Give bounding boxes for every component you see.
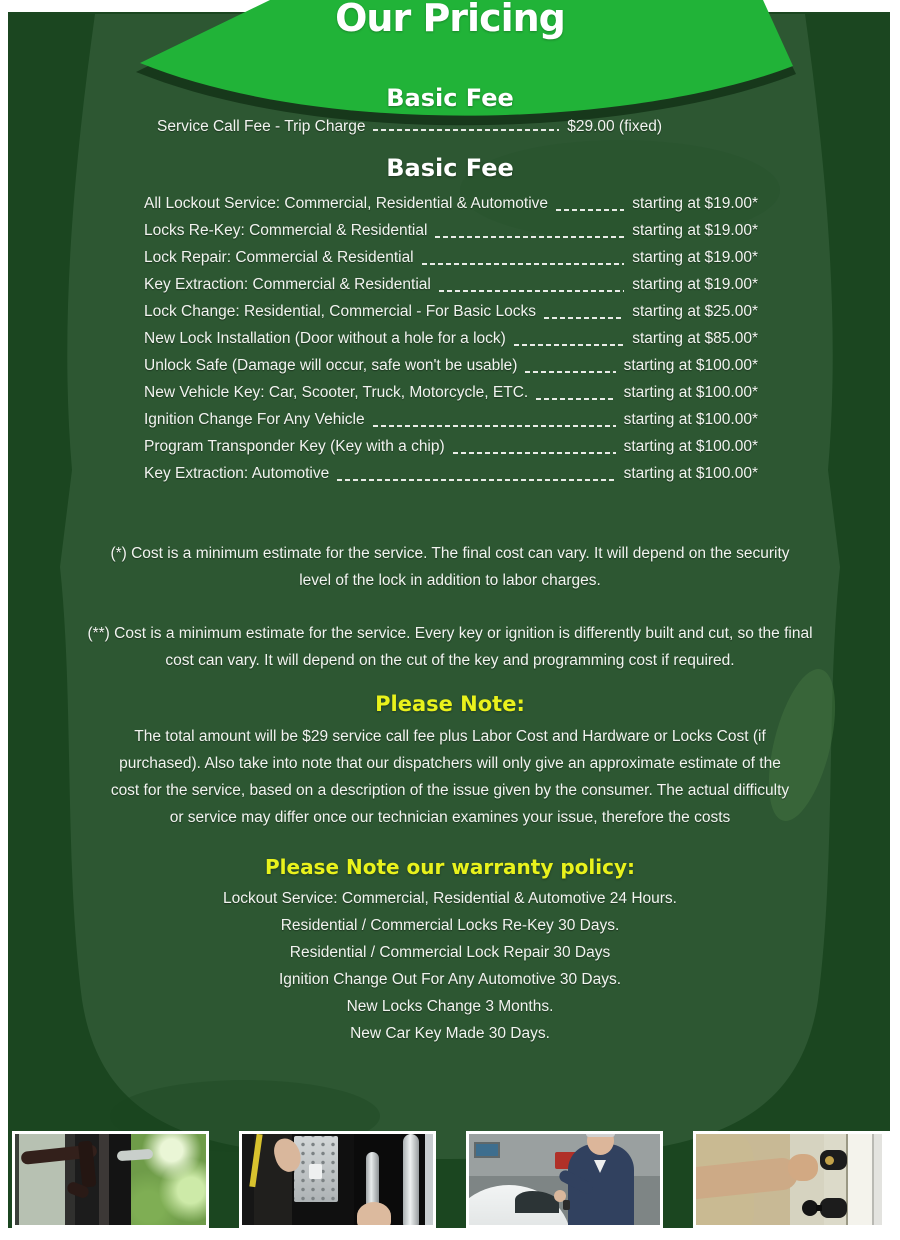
service-price: starting at $100.00* — [623, 411, 758, 428]
service-call-fee-row — [157, 118, 662, 136]
service-label: Key Extraction: Automotive — [144, 465, 330, 482]
door-frame-shape — [872, 1134, 882, 1225]
warranty-policy-heading: Please Note our warranty policy: — [264, 855, 636, 879]
service-price: starting at $19.00* — [632, 276, 758, 293]
door-edge-shape — [425, 1134, 433, 1225]
price-row — [144, 244, 758, 271]
dash-leader — [544, 317, 624, 319]
keypad-panel-shape — [294, 1136, 338, 1202]
service-label: All Lockout Service: Commercial, Residential & Automotive — [144, 195, 549, 212]
dash-leader — [439, 290, 624, 292]
dash-leader — [337, 479, 615, 481]
price-row — [144, 460, 758, 487]
service-label: Lock Change: Residential, Commercial - For Basic Locks — [144, 303, 536, 320]
price-row — [144, 433, 758, 460]
service-call-price: $29.00 (fixed) — [567, 118, 662, 135]
warranty-item: Lockout Service: Commercial, Residential & Automotive 24 Hours. — [222, 890, 677, 907]
price-row — [144, 406, 758, 433]
warranty-item: New Car Key Made 30 Days. — [350, 1025, 550, 1042]
chrome-lever-shape — [117, 1149, 154, 1161]
service-price: starting at $85.00* — [632, 330, 758, 347]
service-label: Lock Repair: Commercial & Residential — [144, 249, 414, 266]
dash-leader — [373, 129, 559, 131]
service-price: starting at $100.00* — [623, 384, 758, 401]
please-note-heading: Please Note: — [375, 692, 525, 716]
service-price: starting at $100.00* — [623, 357, 758, 374]
warranty-item: Residential / Commercial Lock Repair 30 Days — [289, 944, 611, 961]
deadbolt-lock-shape — [820, 1150, 847, 1170]
warranty-item: New Locks Change 3 Months. — [346, 998, 554, 1015]
service-price: starting at $19.00* — [632, 195, 758, 212]
yellow-strap-shape — [249, 1134, 262, 1187]
keypad-entry-photo — [239, 1131, 436, 1228]
price-row — [144, 298, 758, 325]
basic-fee-heading-1: Basic Fee — [386, 84, 514, 112]
service-price: starting at $100.00* — [623, 465, 758, 482]
service-label: Key Extraction: Commercial & Residential — [144, 276, 431, 293]
dash-leader — [422, 263, 625, 265]
warranty-item: Residential / Commercial Locks Re-Key 30 Days. — [280, 917, 620, 934]
mechanic-with-keys-photo — [466, 1131, 663, 1228]
price-row — [144, 325, 758, 352]
locksmith-door-photo — [693, 1131, 890, 1228]
service-price: starting at $100.00* — [623, 438, 758, 455]
service-label: Ignition Change For Any Vehicle — [144, 411, 365, 428]
dash-leader — [453, 452, 616, 454]
service-label: Program Transponder Key (Key with a chip) — [144, 438, 445, 455]
chrome-handle-shape — [403, 1134, 419, 1228]
price-row — [144, 379, 758, 406]
dash-leader — [536, 398, 615, 400]
dash-leader — [525, 371, 615, 373]
warranty-item: Ignition Change Out For Any Automotive 30 Days. — [278, 971, 622, 988]
service-price: starting at $19.00* — [632, 249, 758, 266]
price-row — [144, 190, 758, 217]
page-title: Our Pricing — [335, 0, 565, 40]
photo-gallery — [12, 1131, 890, 1228]
service-label: Unlock Safe (Damage will occur, safe won't be usable) — [144, 357, 518, 374]
warranty-policy-list — [0, 885, 900, 1047]
price-row — [144, 352, 758, 379]
price-row — [144, 217, 758, 244]
dash-leader — [373, 425, 616, 427]
services-price-list — [144, 190, 758, 487]
dash-leader — [435, 236, 624, 238]
door-knob-lock-shape — [820, 1198, 847, 1218]
monitor-shape — [474, 1142, 500, 1158]
working-hand-shape — [788, 1154, 818, 1181]
gripping-hand-shape — [357, 1202, 391, 1228]
price-row — [144, 271, 758, 298]
dash-leader — [556, 209, 624, 211]
footnote-double-star: (**) Cost is a minimum estimate for the service. Every key or ignition is differently built and cut, so the final cost can vary. It will depend on the cut of the key and programming cost if required. — [87, 625, 813, 669]
car-key-shape — [563, 1200, 570, 1210]
service-price: starting at $25.00* — [632, 303, 758, 320]
footnote-single-star: (*) Cost is a minimum estimate for the service. The final cost can vary. It will depend on the security level of the lock in addition to labor charges. — [110, 545, 790, 589]
service-label: New Vehicle Key: Car, Scooter, Truck, Motorcycle, ETC. — [144, 384, 529, 401]
service-label: Locks Re-Key: Commercial & Residential — [144, 222, 428, 239]
please-note-body: The total amount will be $29 service call fee plus Labor Cost and Hardware or Locks Cost (if purchased). Also take into note that our dispatchers will only give an approximate estimate of the cost for the service, based on a description of the issue given by the consumer. The actual difficulty or service may differ once our technician examines your issue, therefore the costs — [110, 728, 790, 826]
door-handle-photo — [12, 1131, 209, 1228]
dash-leader — [514, 344, 624, 346]
service-label: New Lock Installation (Door without a hole for a lock) — [144, 330, 506, 347]
basic-fee-heading-2: Basic Fee — [386, 154, 514, 182]
service-call-label: Service Call Fee - Trip Charge — [157, 118, 366, 135]
door-lever-shape — [21, 1144, 98, 1165]
service-price: starting at $19.00* — [632, 222, 758, 239]
